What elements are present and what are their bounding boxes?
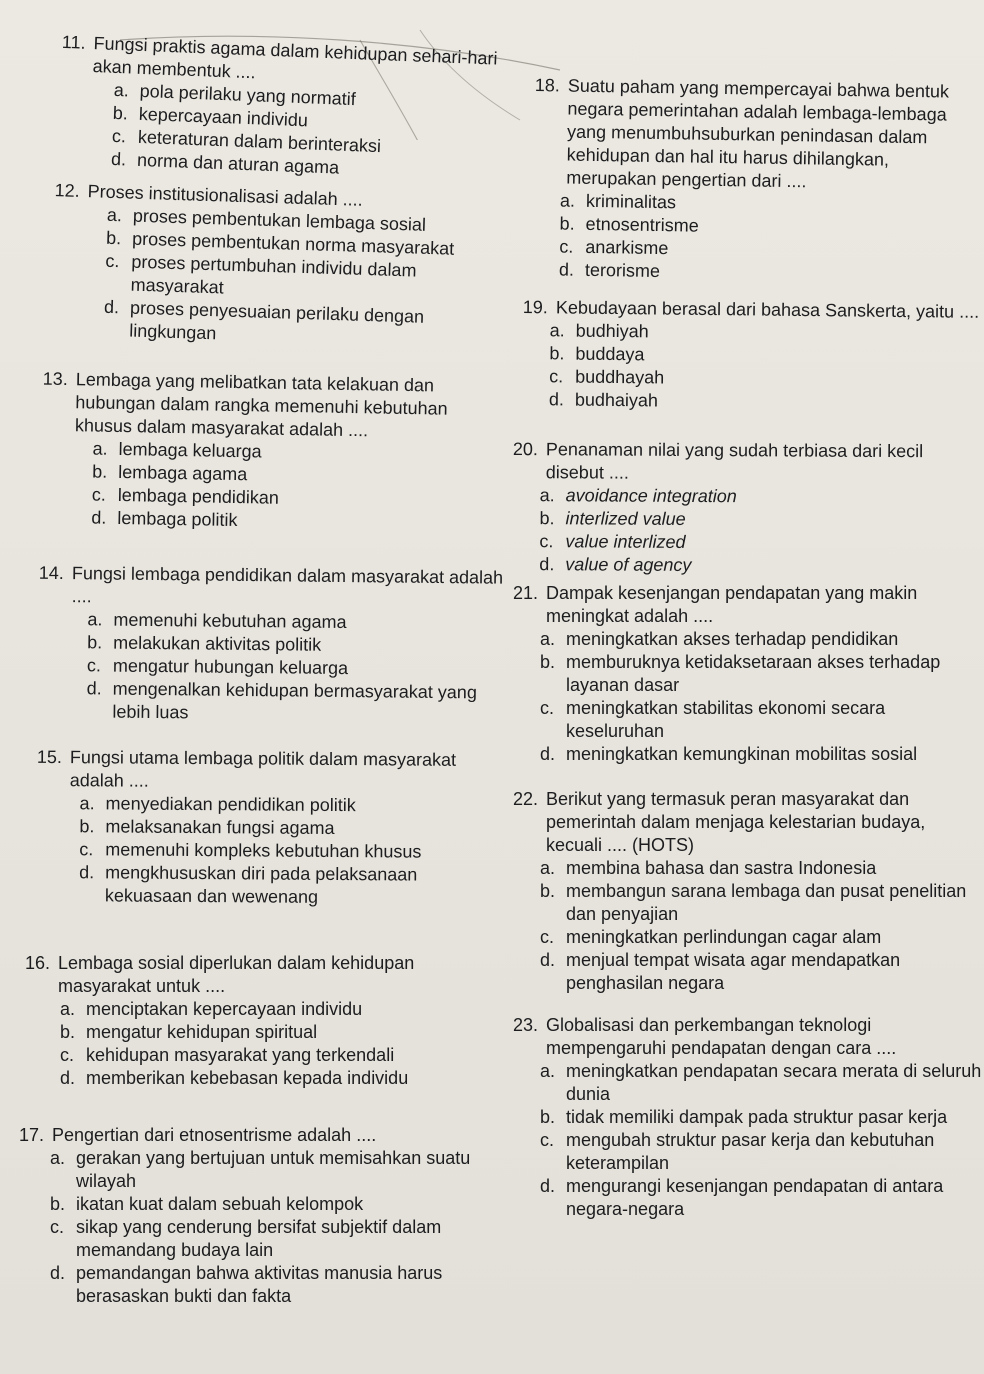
- option-a[interactable]: a. meningkatkan akses terhadap pendidikan: [540, 629, 899, 649]
- question-stem: Fungsi praktis agama dalam kehidupan sehari-hari akan membentuk ....: [92, 33, 498, 83]
- question-number: 18.: [534, 75, 560, 96]
- option-b[interactable]: b. ikatan kuat dalam sebuah kelompok: [50, 1194, 364, 1214]
- option-d[interactable]: d. norma dan aturan agama: [110, 148, 340, 178]
- question-19: [519, 296, 982, 416]
- question-stem: Lembaga sosial diperlukan dalam kehidupan masyarakat untuk ....: [58, 953, 415, 996]
- option-a[interactable]: a. kriminalitas: [559, 190, 677, 213]
- option-b[interactable]: b. interlized value: [539, 508, 686, 529]
- question-stem: Kebudayaan berasal dari bahasa Sanskerta, yaitu ....: [555, 297, 980, 322]
- option-c[interactable]: c. proses pertumbuhan individu dalam masyarakat: [105, 250, 417, 298]
- option-d[interactable]: d. mengurangi kesenjangan pendapatan di antara negara-negara: [540, 1176, 944, 1219]
- option-d[interactable]: d. lembaga politik: [91, 507, 238, 531]
- option-b[interactable]: b. melakukan aktivitas politik: [87, 632, 322, 655]
- option-a[interactable]: a. lembaga keluarga: [92, 438, 262, 462]
- question-number: 15.: [36, 746, 62, 768]
- question-stem: Suatu paham yang mempercayai bahwa bentuk negara pemerintahan adalah lembaga-lembaga yang menumbuhsuburkan penindasan dalam kehidupan dan hal itu harus dihilangkan, merupakan pengertian dari ....: [566, 75, 950, 192]
- question-number: 19.: [522, 297, 548, 318]
- option-a[interactable]: a. avoidance integration: [539, 485, 737, 507]
- question-number: 16.: [24, 953, 50, 973]
- option-d[interactable]: d. proses penyesuaian perilaku dengan lingkungan: [103, 296, 425, 344]
- question-20: [509, 438, 982, 578]
- option-c[interactable]: c. sikap yang cenderung bersifat subjektif dalam memandang budaya lain: [50, 1217, 442, 1260]
- option-d[interactable]: d. memberikan kebebasan kepada individu: [60, 1068, 409, 1088]
- option-c[interactable]: c. meningkatkan perlindungan cagar alam: [540, 927, 882, 947]
- option-c[interactable]: c. mengubah struktur pasar kerja dan kebutuhan keterampilan: [540, 1130, 935, 1173]
- question-stem: Globalisasi dan perkembangan teknologi mempengaruhi pendapatan dengan cara ....: [546, 1015, 897, 1058]
- question-stem: Dampak kesenjangan pendapatan yang makin meningkat adalah ....: [546, 583, 918, 626]
- option-b[interactable]: b. mengatur kehidupan spiritual: [60, 1022, 318, 1042]
- option-b[interactable]: b. memburuknya ketidaksetaraan akses terhadap layanan dasar: [540, 652, 941, 695]
- option-a[interactable]: a. budhiyah: [549, 320, 649, 342]
- option-c[interactable]: c. buddhayah: [549, 366, 665, 388]
- option-c[interactable]: c. meningkatkan stabilitas ekonomi secara keseluruhan: [540, 698, 886, 741]
- option-b[interactable]: b. kepercayaan individu: [112, 102, 309, 131]
- question-16: [24, 952, 500, 1090]
- question-12: [54, 180, 512, 354]
- option-d[interactable]: d. value of agency: [539, 554, 692, 575]
- option-d[interactable]: d. pemandangan bahwa aktivitas manusia harus berasaskan bukti dan fakta: [50, 1263, 443, 1306]
- option-a[interactable]: a. menciptakan kepercayaan individu: [60, 999, 363, 1019]
- option-a[interactable]: a. menyediakan pendidikan politik: [79, 793, 356, 816]
- option-d[interactable]: d. terorisme: [558, 259, 661, 282]
- option-b[interactable]: b. tidak memiliki dampak pada struktur pasar kerja: [540, 1107, 948, 1127]
- question-stem: Fungsi utama lembaga politik dalam masyarakat adalah ....: [69, 747, 457, 791]
- question-stem: Pengertian dari etnosentrisme adalah ....: [52, 1125, 377, 1145]
- option-b[interactable]: b. melaksanakan fungsi agama: [79, 816, 335, 838]
- option-c[interactable]: c. mengatur hubungan keluarga: [86, 655, 349, 679]
- question-stem: Berikut yang termasuk peran masyarakat dan pemerintah dalam menjaga kelestarian budaya, kecuali .... (HOTS): [546, 789, 926, 855]
- option-a[interactable]: a. proses pembentukan lembaga sosial: [106, 204, 427, 235]
- question-number: 17.: [18, 1125, 44, 1145]
- option-c[interactable]: c. value interlized: [539, 531, 686, 552]
- question-stem: Proses institusionalisasi adalah ....: [87, 181, 363, 210]
- option-b[interactable]: b. buddaya: [549, 343, 645, 365]
- option-b[interactable]: b. membangun sarana lembaga dan pusat penelitian dan penyajian: [540, 881, 967, 924]
- option-d[interactable]: d. mengkhususkan diri pada pelaksanaan kekuasaan dan wewenang: [79, 862, 418, 907]
- option-c[interactable]: c. anarkisme: [559, 236, 669, 259]
- option-a[interactable]: a. pola perilaku yang normatif: [113, 79, 357, 110]
- question-13: [42, 368, 508, 537]
- option-a[interactable]: a. membina bahasa dan sastra Indonesia: [540, 858, 877, 878]
- option-c[interactable]: c. kehidupan masyarakat yang terkendali: [60, 1045, 395, 1065]
- question-stem: Penanaman nilai yang sudah terbiasa dari kecil disebut ....: [545, 439, 924, 483]
- question-number: 12.: [54, 180, 80, 201]
- question-number: 21.: [512, 583, 538, 603]
- question-number: 13.: [42, 368, 68, 390]
- option-b[interactable]: b. etnosentrisme: [559, 213, 699, 236]
- question-22: [510, 788, 982, 995]
- option-c[interactable]: c. lembaga pendidikan: [91, 484, 280, 508]
- question-stem: Fungsi lembaga pendidikan dalam masyarakat adalah ....: [71, 563, 504, 607]
- option-b[interactable]: b. proses pembentukan norma masyarakat: [105, 227, 455, 259]
- question-number: 23.: [512, 1015, 538, 1035]
- question-21: [510, 582, 982, 766]
- question-23: [510, 1014, 982, 1221]
- option-a[interactable]: a. meningkatkan pendapatan secara merata di seluruh dunia: [540, 1061, 982, 1104]
- option-d[interactable]: d. mengenalkan kehidupan bermasyarakat yang lebih luas: [86, 678, 478, 723]
- question-11: [61, 31, 512, 186]
- question-17: [20, 1124, 498, 1308]
- option-a[interactable]: a. memenuhi kebutuhan agama: [87, 609, 347, 633]
- question-15: [36, 746, 510, 910]
- option-d[interactable]: d. menjual tempat wisata agar mendapatkan penghasilan negara: [540, 950, 901, 993]
- question-14: [38, 562, 508, 728]
- question-number: 11.: [61, 31, 86, 53]
- question-number: 14.: [38, 562, 64, 584]
- option-c[interactable]: c. memenuhi kompleks kebutuhan khusus: [79, 839, 422, 862]
- question-number: 20.: [512, 439, 538, 460]
- option-a[interactable]: a. gerakan yang bertujuan untuk memisahkan suatu wilayah: [50, 1148, 471, 1191]
- option-c[interactable]: c. keteraturan dalam berinteraksi: [111, 125, 382, 157]
- question-number: 22.: [512, 789, 538, 809]
- question-stem: Lembaga yang melibatkan tata kelakuan dan hubungan dalam rangka memenuhi kebutuhan khusus dalam masyarakat adalah ....: [74, 369, 448, 441]
- option-d[interactable]: d. meningkatkan kemungkinan mobilitas sosial: [540, 744, 918, 764]
- question-18: [529, 74, 982, 288]
- option-b[interactable]: b. lembaga agama: [92, 461, 248, 485]
- option-d[interactable]: d. budhaiyah: [548, 389, 659, 411]
